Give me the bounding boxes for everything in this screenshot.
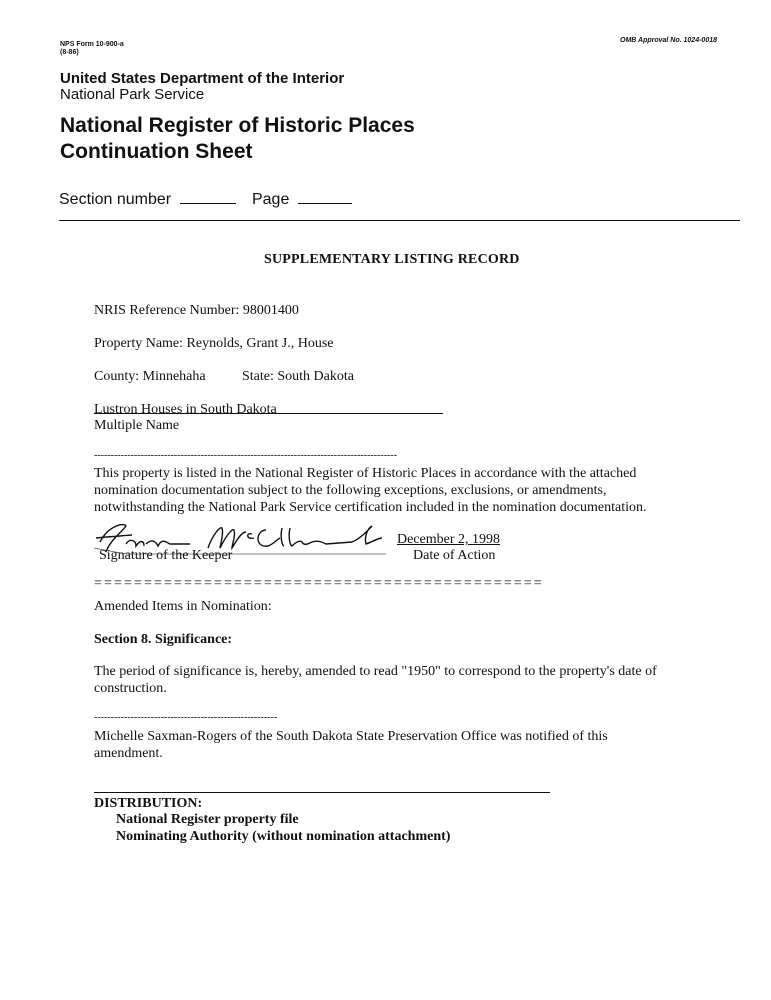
listing-statement: This property is listed in the National Register of Historic Places in accordance with the attached nomination documentation subject to the following exceptions, exclusions, or amendments, notwithstanding the National Park Service certification included in the nomination documentation. xyxy=(94,466,647,515)
double-separator: ============================================= xyxy=(94,576,544,591)
property-name: Property Name: Reynolds, Grant J., House xyxy=(94,336,334,351)
date-of-action-value: December 2, 1998 xyxy=(397,532,501,547)
form-number xyxy=(60,41,124,57)
distribution-item: Nominating Authority (without nomination attachment) xyxy=(116,829,451,844)
page-title: National Register of Historic Places xyxy=(60,114,415,137)
section-number-label: Section number xyxy=(59,191,172,208)
header-divider xyxy=(59,220,740,221)
page-number-blank xyxy=(298,191,352,204)
service-name: National Park Service xyxy=(60,86,205,103)
omb-approval: OMB Approval No. 1024-0018 xyxy=(620,37,717,44)
record-heading: SUPPLEMENTARY LISTING RECORD xyxy=(264,252,520,267)
page-label: Page xyxy=(251,191,290,208)
distribution-heading: DISTRIBUTION: xyxy=(94,796,203,811)
section-page-row xyxy=(59,191,352,209)
signature-label: Signature of the Keeper xyxy=(99,548,233,563)
state: State: South Dakota xyxy=(242,369,354,384)
section-8-heading: Section 8. Significance: xyxy=(94,632,233,647)
amended-items-label: Amended Items in Nomination: xyxy=(94,599,272,614)
form-number-text: NPS Form 10-900-a xyxy=(60,41,124,48)
notification-text: Michelle Saxman-Rogers of the South Dakota State Preservation Office was notified of this amendment. xyxy=(94,729,608,761)
distribution-item: National Register property file xyxy=(116,812,299,827)
nris-reference: NRIS Reference Number: 98001400 xyxy=(94,303,299,318)
date-of-action-label: Date of Action xyxy=(413,548,496,563)
page-subtitle: Continuation Sheet xyxy=(60,140,253,163)
amendment-text: The period of significance is, hereby, amended to read "1950" to correspond to the property's date of construction. xyxy=(94,664,657,696)
section-number-blank xyxy=(180,191,236,204)
dashed-separator-short: ------------------------------------------------------- xyxy=(94,713,278,723)
multiple-name-value: Lustron Houses in South Dakota xyxy=(94,402,277,417)
multiple-name-label: Multiple Name xyxy=(94,418,180,433)
dashed-separator: ------------------------------------------------------------------------------------------- xyxy=(94,451,398,461)
distribution-rule xyxy=(94,792,550,793)
department-name: United States Department of the Interior xyxy=(60,70,345,87)
form-revision: (8-86) xyxy=(60,49,79,56)
county: County: Minnehaha xyxy=(94,369,206,384)
multiple-name-underline xyxy=(94,413,443,414)
